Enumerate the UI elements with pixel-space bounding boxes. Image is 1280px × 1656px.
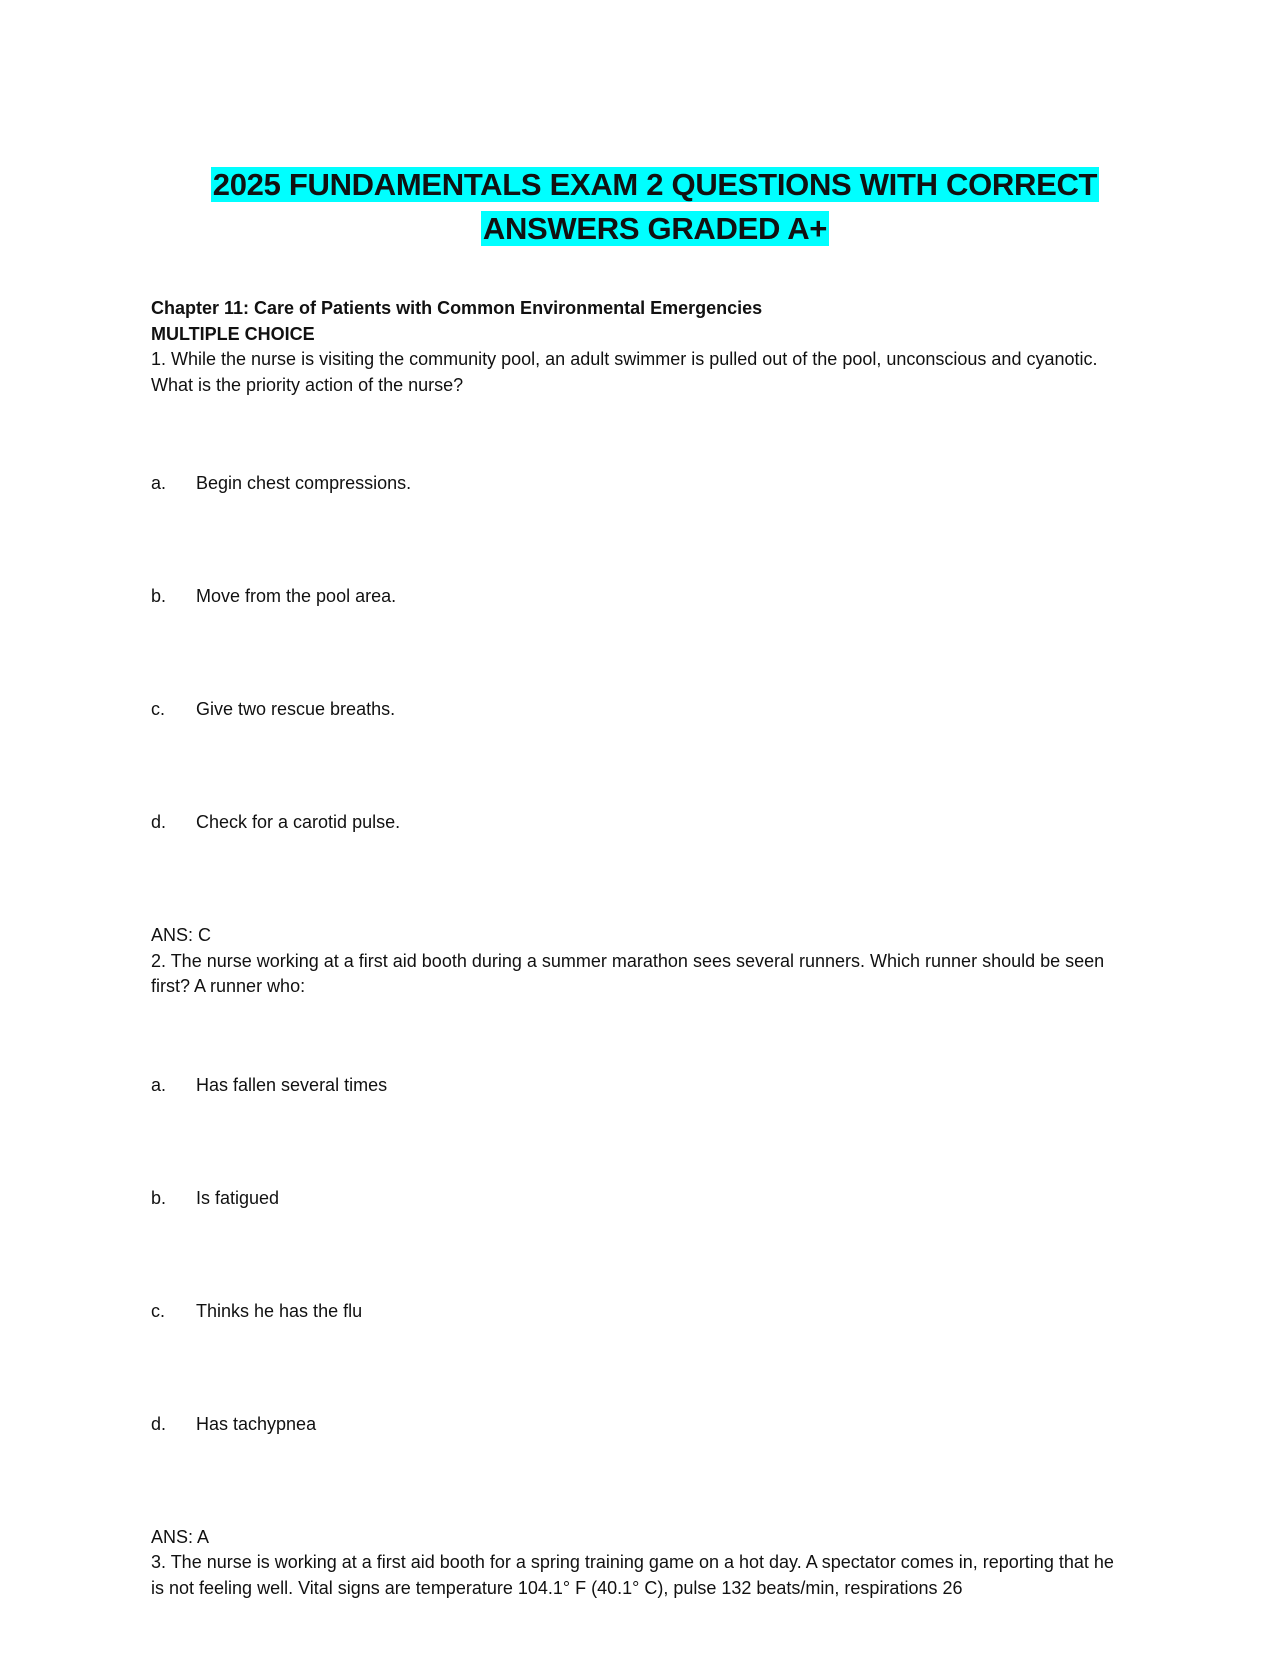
option-letter: d. <box>151 1413 167 1434</box>
option-letter: a. <box>151 1074 167 1095</box>
option-text: Give two rescue breaths. <box>196 699 396 719</box>
option-item <box>151 697 1121 810</box>
document-body <box>151 296 1121 1601</box>
option-item <box>151 1073 1121 1186</box>
option-letter: c. <box>151 699 166 719</box>
option-letter: c. <box>151 1300 166 1321</box>
question-1: 1. While the nurse is visiting the community pool, an adult swimmer is pulled out of the pool, unconscious and cyanotic. What is the priority action of the nurse? <box>151 349 1098 395</box>
answer-1: ANS: C <box>151 925 212 945</box>
answer-2: ANS: A <box>151 1526 210 1547</box>
option-letter: a. <box>151 473 167 493</box>
option-text: Is fatigued <box>196 1187 280 1208</box>
document-title <box>150 163 1160 251</box>
question-3: 3. The nurse is working at a first aid booth for a spring training game on a hot day. A spectator comes in, reporting that he is not feeling well. Vital signs are temperature 104.1° F (40.1° C), pulse 132 beats/min, respirations 26 <box>151 1552 1114 1598</box>
option-text: Check for a carotid pulse. <box>196 812 401 832</box>
option-item <box>151 1299 1121 1412</box>
title-line-1: 2025 FUNDAMENTALS EXAM 2 QUESTIONS WITH CORRECT <box>212 167 1098 202</box>
option-item <box>151 810 1121 923</box>
option-letter: b. <box>151 586 167 606</box>
question-2-options <box>151 1000 1121 1525</box>
option-text: Has tachypnea <box>196 1413 317 1434</box>
question-1-options <box>151 398 1121 923</box>
option-text: Move from the pool area. <box>196 586 397 606</box>
option-item <box>151 584 1121 697</box>
question-2: 2. The nurse working at a first aid booth during a summer marathon sees several runners. Which runner should be seen first? A runner who: <box>151 950 1105 996</box>
option-text: Thinks he has the flu <box>196 1300 363 1321</box>
title-line-2: ANSWERS GRADED A+ <box>482 211 828 246</box>
section-label: MULTIPLE CHOICE <box>151 323 315 344</box>
option-letter: b. <box>151 1187 167 1208</box>
option-letter: d. <box>151 812 167 832</box>
option-item <box>151 471 1121 584</box>
chapter-heading: Chapter 11: Care of Patients with Common Environmental Emergencies <box>151 298 763 318</box>
option-text: Has fallen several times <box>196 1074 388 1095</box>
option-item <box>151 1186 1121 1299</box>
option-text: Begin chest compressions. <box>196 473 412 493</box>
option-item <box>151 1412 1121 1525</box>
